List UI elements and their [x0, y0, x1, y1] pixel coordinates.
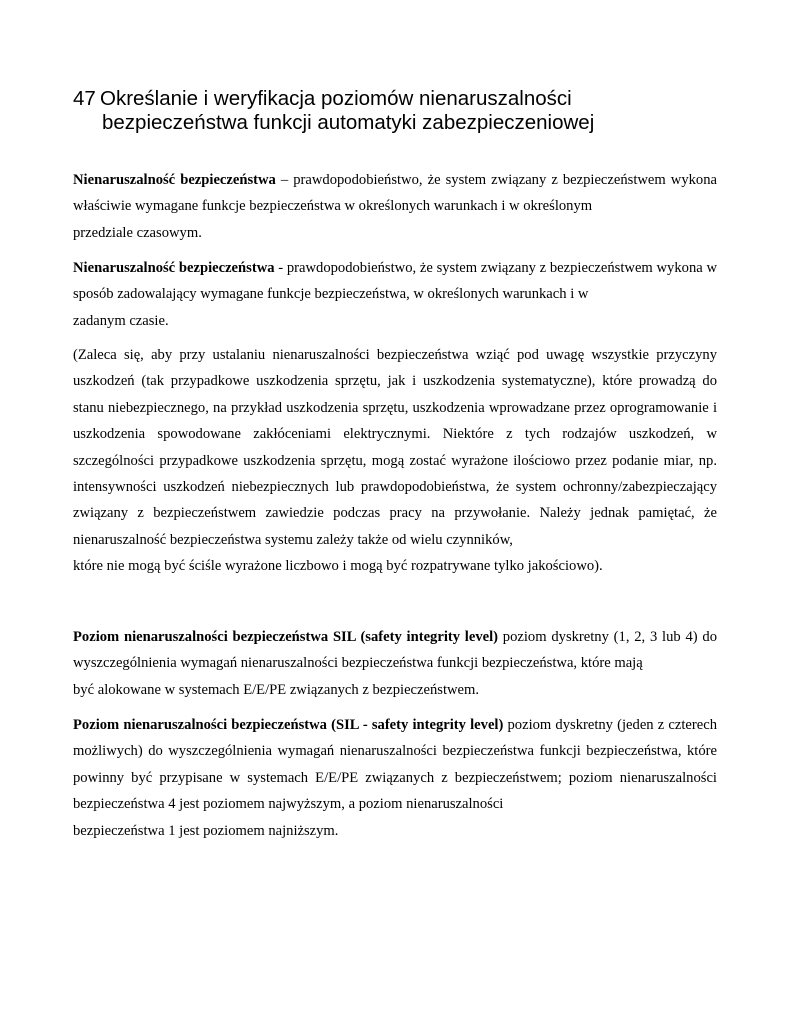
- paragraph-definition-1: [73, 167, 717, 246]
- section-heading: [73, 87, 733, 135]
- defined-term: Nienaruszalność bezpieczeństwa: [73, 172, 276, 188]
- paragraph-sil-definition-1: [73, 624, 717, 703]
- defined-term: Poziom nienaruszalności bezpieczeństwa (SIL - safety integrity level): [73, 717, 504, 733]
- note-text-end: które nie mogą być ściśle wyrażone liczbowo i mogą być rozpatrywane tylko jakościowo).: [73, 558, 603, 575]
- paragraph-note: [73, 342, 717, 580]
- paragraph-sil-definition-2: [73, 712, 717, 844]
- defined-term: Nienaruszalność bezpieczeństwa: [73, 260, 275, 276]
- definition-text-end: przedziale czasowym.: [73, 224, 202, 241]
- paragraph-definition-2: [73, 255, 717, 334]
- note-text: (Zaleca się, aby przy ustalaniu nienaruszalności bezpieczeństwa wziąć pod uwagę wszystkie przyczyny uszkodzeń (tak przypadkowe uszkodzenia sprzętu, jak i uszkodzenia systematyczne), które prowadzą do stanu niebezpiecznego, na przykład uszkodzenia sprzętu, uszkodzenia wprowadzane przez oprogramowanie i uszkodzenia spowodowane zakłóceniami elektrycznymi. Niektóre z tych rodzajów uszkodzeń, w szczególności przypadkowe uszkodzenia sprzętu, mogą zostać wyrażone ilościowo przez podanie miar, np. intensywności uszkodzeń niebezpiecznych lub prawdopodobieństwa, że system ochronny/zabezpieczający związany z bezpieczeństwem zawiedzie podczas pracy na przywołanie. Należy jednak pamiętać, że nienaruszalność bezpieczeństwa systemu zależy także od wielu czynników,: [73, 347, 717, 548]
- definition-text: poziom dyskretny (jeden z czterech możliwych) do wyszczególnienia wymagań nienaruszalności bezpieczeństwa funkcji bezpieczeństwa, które powinny być przypisane w systemach E/E/PE związanych z bezpieczeństwem; poziom nienaruszalności bezpieczeństwa 4 jest poziomem najwyższym, a poziom nienaruszalności: [73, 717, 717, 813]
- definition-text-end: zadanym czasie.: [73, 312, 169, 329]
- section-number: 47: [73, 87, 96, 110]
- section-title-line-2: bezpieczeństwa funkcji automatyki zabezpieczeniowej: [102, 111, 595, 134]
- definition-text-end: być alokowane w systemach E/E/PE związanych z bezpieczeństwem.: [73, 681, 480, 698]
- definition-text: poziom dyskretny (1, 2, 3 lub 4) do wyszczególnienia wymagań nienaruszalności bezpieczeństwa funkcji bezpieczeństwa, które mają: [73, 629, 717, 672]
- definition-text: - prawdopodobieństwo, że system związany z bezpieczeństwem wykona w sposób zadowalający wymagane funkcje bezpieczeństwa, w określonych warunkach i w: [73, 260, 717, 303]
- definition-text-end: bezpieczeństwa 1 jest poziomem najniższym.: [73, 822, 339, 839]
- section-title-line-1: Określanie i weryfikacja poziomów nienaruszalności: [100, 87, 572, 110]
- defined-term: Poziom nienaruszalności bezpieczeństwa SIL (safety integrity level): [73, 629, 499, 645]
- definition-text: – prawdopodobieństwo, że system związany z bezpieczeństwem wykona właściwie wymagane funkcje bezpieczeństwa w określonych warunkach i w określonym: [73, 172, 718, 215]
